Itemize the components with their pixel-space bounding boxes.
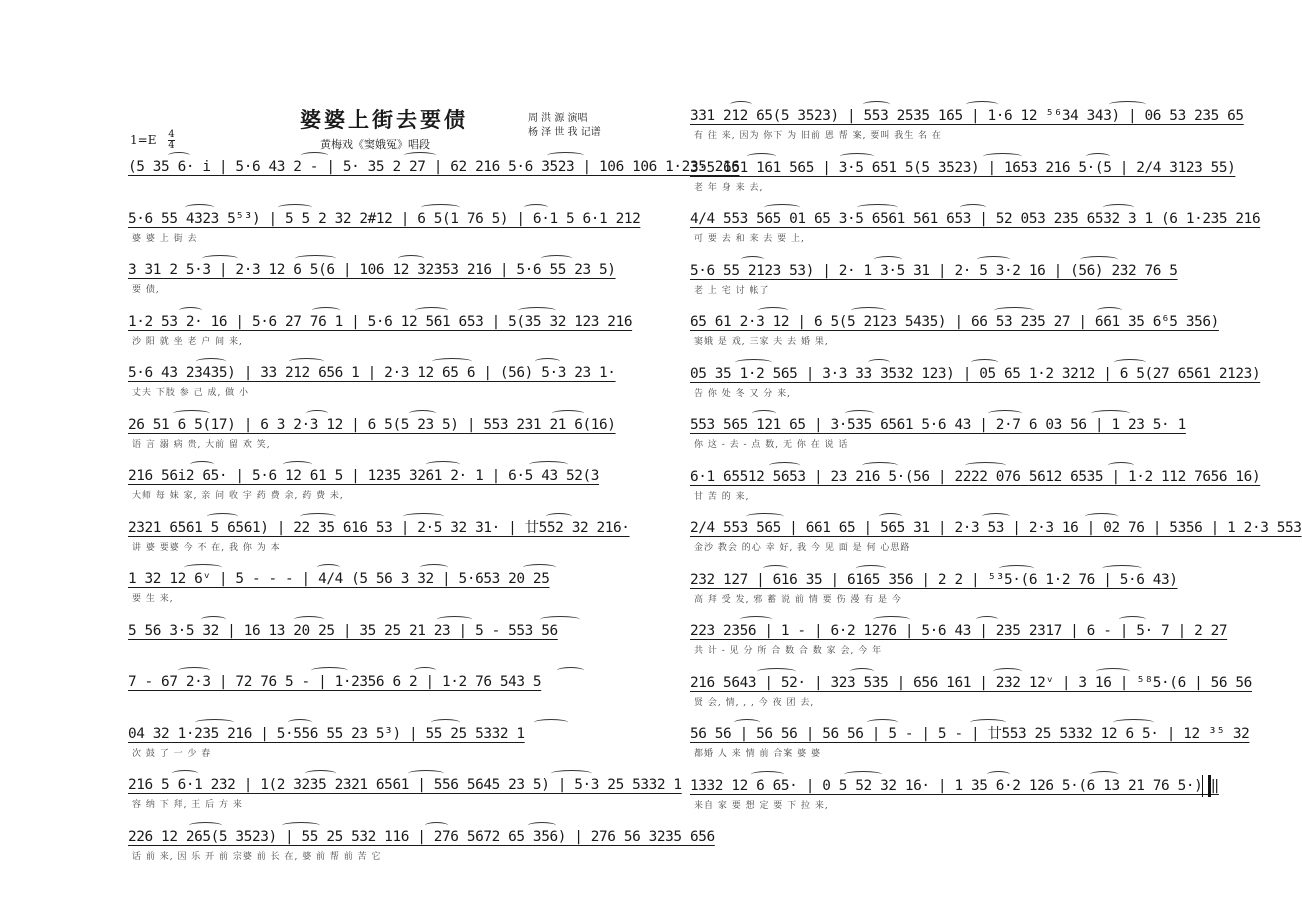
lyrics-line: 容 纳 下 拜, 王 后 方 来: [132, 800, 243, 810]
jianpu-notes: 1332 12 6 65· | 0 5 52 32 16· | 1 35 6·2 126 5·(6 13 21 76 5·) ‖: [690, 777, 1219, 794]
lyrics-line: 都婚 人 来 情 前 合案 婆 婆: [694, 749, 822, 759]
notation-row: [128, 620, 646, 660]
slur-mark: [988, 410, 1022, 417]
slur-mark: [862, 462, 898, 469]
lyrics-line: 语 言 溺 病 贵, 大前 留 欢 笑,: [132, 439, 271, 450]
slur-mark: [752, 410, 776, 417]
notation-row: [128, 826, 715, 866]
slur-mark: [196, 358, 226, 365]
lyrics-line: 共 计 - 见 分 所 合 数 合 数 家 会, 今 年: [694, 646, 883, 656]
slur-mark: [983, 153, 1022, 160]
slur-mark: [982, 513, 1010, 520]
slur-mark: [546, 513, 572, 520]
lyrics-line: 甘 苦 的 来,: [694, 491, 750, 502]
slur-mark: [970, 719, 1006, 726]
time-signature: [168, 130, 174, 151]
slur-mark: [306, 410, 328, 417]
slur-mark: [168, 152, 190, 159]
lyrics-line: 来自 家 要 想 定 要 下 拉 来,: [694, 800, 829, 811]
slur-mark: [301, 152, 328, 159]
slur-mark: [994, 307, 1034, 314]
notation-row: [690, 414, 1208, 454]
notation-row: [128, 311, 646, 351]
lyrics-line: 告 你 处 冬 又 分 来,: [694, 388, 792, 399]
slur-mark: [1080, 256, 1118, 263]
slur-mark: [730, 101, 752, 108]
slur-mark: [850, 668, 874, 675]
slur-mark: [1114, 359, 1146, 366]
final-barline: [1202, 775, 1211, 797]
slur-mark: [425, 822, 448, 829]
slur-mark: [971, 359, 998, 366]
jianpu-notes: 216 5 6·1 232 | 1(2 3235 2321 6561 | 556 5645 23 5) | 5·3 25 5332 1: [128, 777, 682, 793]
slur-mark: [529, 461, 568, 468]
slur-mark: [190, 461, 214, 468]
lyrics-line: 丈夫 下肢 参 己 成, 做 小: [132, 388, 250, 398]
slur-mark: [541, 255, 572, 262]
slur-mark: [735, 359, 772, 366]
lyrics-line: 沙 阳 就 坐 老 户 间 来,: [132, 336, 243, 347]
slur-mark: [415, 307, 448, 314]
slur-mark: [845, 410, 874, 417]
jianpu-notes: 5 56 3·5 32 | 16 13 20 25 | 35 25 21 23 | 5 - 553 56: [128, 622, 558, 639]
notation-row: [128, 671, 646, 711]
slur-mark: [856, 565, 886, 572]
lyrics-line: 高 拜 受 发, 邪 蓄 说 前 情 要 伤 漫 有 是 今: [694, 594, 902, 605]
slur-mark: [1103, 204, 1134, 211]
slur-mark: [535, 358, 560, 365]
notation-row: [690, 363, 1261, 403]
notation-row: [128, 414, 646, 454]
slur-mark: [741, 256, 764, 263]
slur-mark: [184, 564, 222, 571]
slur-mark: [294, 616, 324, 623]
slur-mark: [420, 564, 448, 571]
slur-mark: [414, 667, 436, 674]
jianpu-notes: 1 32 12 6ᵛ | 5 - - - | 4/4 (5 56 3 32 | 5·653 20 25: [128, 571, 550, 587]
credits: [528, 112, 668, 140]
jianpu-notes: 4/4 553 565 01 65 3·5 6561 561 653 | 52 053 235 6532 3 1 (6 1·235 216: [690, 211, 1261, 227]
jianpu-notes: 216 5643 | 52· | 323 535 | 656 161 | 232 12ᵛ | 3 16 | ⁵⁸5·(6 | 56 56: [690, 674, 1252, 691]
slur-mark: [398, 255, 424, 262]
jianpu-notes: 331 212 65(5 3523) | 553 2535 165 | 1·6 12 ⁵⁶34 343) | 06 53 235 65: [690, 108, 1244, 124]
slur-mark: [404, 152, 436, 159]
slur-mark: [758, 307, 788, 314]
jianpu-notes: 05 35 1·2 565 | 3·3 33 3532 123) | 05 65 1·2 3212 | 6 5(27 6561 2123): [690, 365, 1261, 382]
slur-mark: [751, 771, 784, 778]
slur-mark: [178, 667, 210, 674]
slur-mark: [764, 204, 800, 211]
jianpu-notes: 2321 6561 5 6561) | 22 35 616 53 | 2·5 32 31· | 廿552 32 216·: [128, 519, 630, 536]
lyrics-line: 婆 婆 上 街 去: [132, 233, 198, 244]
slur-mark: [1091, 410, 1130, 417]
slur-mark: [179, 307, 202, 314]
key-signature: [130, 130, 220, 151]
slur-mark: [857, 204, 898, 211]
credit-singer: 周 洪 源 演唱: [528, 113, 588, 124]
lyrics-line: [132, 695, 646, 709]
slur-mark: [300, 513, 336, 520]
slur-mark: [763, 565, 788, 572]
slur-mark: [976, 616, 998, 623]
jianpu-notes: 223 2356 | 1 - | 6·2 1276 | 5·6 43 | 235 2317 | 6 - | 5· 7 | 2 27: [690, 623, 1228, 639]
slur-mark: [993, 668, 1022, 675]
jianpu-notes: 65 61 2·3 12 | 6 5(5 2123 5435) | 66 53 235 27 | 661 35 6⁶5 356): [690, 314, 1219, 330]
lyrics-line: 老 年 身 来 去,: [694, 182, 764, 193]
jianpu-notes: 553 565 121 65 | 3·535 6561 5·6 43 | 2·7 6 03 56 | 1 23 5· 1: [690, 417, 1186, 433]
jianpu-notes: 5·6 55 4323 5⁵³) | 5 5 2 32 2#12 | 6 5(1 76 5) | 6·1 5 6·1 212: [128, 210, 641, 227]
slur-mark: [1096, 668, 1130, 675]
notation-row: [128, 517, 646, 557]
slur-mark: [278, 204, 312, 211]
slur-mark: [551, 770, 592, 777]
notation-row: [128, 208, 646, 248]
slur-mark: [408, 770, 444, 777]
slur-mark: [524, 204, 548, 211]
jianpu-notes: 3·5 651 161 565 | 3·5 651 5(5 3523) | 1653 216 5·(5 | 2/4 3123 55): [690, 159, 1236, 176]
slur-mark: [1108, 462, 1134, 469]
lyrics-line: 要 债,: [132, 285, 160, 295]
slur-mark: [403, 513, 444, 520]
slur-mark: [987, 771, 1010, 778]
slur-mark: [288, 719, 312, 726]
lyrics-line: 你 这 - 去 - 点 数, 无 你 在 说 话: [694, 440, 849, 450]
jianpu-notes: 3 31 2 5·3 | 2·3 12 6 5(6 | 106 12 32353 216 | 5·6 55 23 5): [128, 262, 616, 278]
slur-mark: [840, 153, 874, 160]
notation-row: [690, 517, 1302, 557]
notation-row: [690, 260, 1208, 300]
notation-row: [128, 774, 682, 814]
slur-mark: [552, 410, 584, 417]
slur-mark: [426, 461, 460, 468]
notation-row: [690, 466, 1261, 506]
slur-mark: [966, 101, 998, 108]
notation-row: [690, 723, 1250, 763]
lyrics-line: 可 要 去 和 来 去 要 上,: [694, 234, 805, 244]
jianpu-notes: 04 32 1·235 216 | 5·556 55 23 5³) | 55 25 5332 1: [128, 725, 525, 742]
slur-mark: [534, 719, 568, 726]
notation-row: [128, 362, 646, 402]
slur-mark: [317, 564, 340, 571]
jianpu-notes: (5 35 6· i | 5·6 43 2 - | 5· 35 2 27 | 62 216 5·6 3523 | 106 106 1·235 216: [128, 159, 740, 175]
notation-row: [690, 157, 1236, 197]
slur-mark: [295, 255, 336, 262]
slur-mark: [421, 204, 460, 211]
lyrics-line: 话 前 来, 因 乐 开 前 宗婆 前 长 在, 婆 前 帮 前 苦 它: [132, 851, 382, 862]
slur-mark: [431, 719, 460, 726]
notation-row: [690, 775, 1219, 815]
slur-mark: [844, 771, 882, 778]
slur-mark: [409, 410, 436, 417]
slur-mark: [960, 204, 986, 211]
notation-row: [690, 311, 1219, 351]
slur-mark: [201, 616, 226, 623]
slur-mark: [173, 410, 210, 417]
slur-mark: [867, 719, 898, 726]
lyrics-line: [132, 180, 646, 194]
notation-row: [690, 569, 1208, 609]
slur-mark: [740, 616, 772, 623]
slur-mark: [540, 616, 580, 623]
slur-mark: [528, 822, 556, 829]
lyrics-line: [132, 644, 646, 658]
lyrics-line: 次 鼓 了 一 少 春: [132, 748, 212, 759]
jianpu-notes: 7 - 67 2·3 | 72 76 5 - | 1·2356 6 2 | 1·2 76 543 5: [128, 674, 542, 690]
notation-row: [128, 568, 646, 608]
lyrics-line: 要 生 来,: [132, 594, 174, 604]
slur-mark: [1086, 153, 1110, 160]
slur-mark: [747, 153, 776, 160]
slur-mark: [1113, 719, 1154, 726]
slur-mark: [1119, 616, 1146, 623]
slur-mark: [282, 822, 320, 829]
lyrics-line: 老 上 宅 讨 帐了: [694, 285, 770, 296]
jianpu-notes: 5·6 55 2123 53) | 2· 1 3·5 31 | 2· 5 3·2 16 | (56) 232 76 5: [690, 262, 1178, 279]
notation-row: [690, 208, 1261, 248]
lyrics-line: 讲 婆 要婆 今 不 在, 我 你 为 本: [132, 542, 281, 553]
slur-mark: [879, 513, 902, 520]
slur-mark: [283, 461, 312, 468]
slur-mark: [195, 719, 234, 726]
slur-mark: [172, 770, 198, 777]
jianpu-notes: 2/4 553 565 | 661 65 | 565 31 | 2·3 53 | 2·3 16 | 02 76 | 5356 | 1 2·3 553: [690, 520, 1302, 536]
jianpu-notes: 5·6 43 23435) | 33 212 656 1 | 2·3 12 65 6 | (56) 5·3 23 1·: [128, 365, 616, 381]
slur-mark: [557, 667, 584, 674]
jianpu-notes: 56 56 | 56 56 | 56 56 | 5 - | 5 - | 廿553 25 5332 12 6 5· | 12 ³⁵ 32: [690, 726, 1250, 742]
slur-mark: [289, 358, 324, 365]
slur-mark: [437, 616, 472, 623]
slur-mark: [769, 462, 800, 469]
slur-mark: [746, 513, 784, 520]
slur-mark: [1097, 307, 1122, 314]
slur-mark: [312, 307, 340, 314]
slur-mark: [873, 616, 910, 623]
slur-mark: [757, 668, 796, 675]
jianpu-notes: 6·1 65512 5653 | 23 216 5·(56 | 2222 076 5612 6535 | 1·2 112 7656 16): [690, 468, 1261, 485]
slur-mark: [518, 307, 556, 314]
slur-mark: [1085, 513, 1118, 520]
jianpu-notes: 26 51 6 5(17) | 6 3 2·3 12 | 6 5(5 23 5) | 553 231 21 6(16): [128, 416, 616, 433]
lyrics-line: 金沙 教会 的心 幸 好, 我 今 见 面 是 何 心思路: [694, 543, 911, 553]
slur-mark: [1109, 101, 1146, 108]
key-label: 1=E: [130, 133, 157, 147]
lyrics-line: 贤 会, 情, , , 今 夜 团 去,: [694, 697, 815, 708]
slur-mark: [311, 667, 348, 674]
song-title: 婆婆上街去要债: [300, 107, 468, 132]
slur-mark: [965, 462, 1006, 469]
lyrics-line: 窦娥 是 戏, 三家 夫 去 婚 果,: [694, 337, 829, 347]
slur-mark: [185, 204, 214, 211]
lyrics-line: 大师 每 妹 家, 亲 问 收 宇 药 费 余, 药 费 未,: [132, 491, 344, 501]
jianpu-notes: 216 56i2 65· | 5·6 12 61 5 | 1235 3261 2· 1 | 6·5 43 52(3: [128, 468, 600, 484]
meter-numerator: 4: [168, 129, 175, 140]
slur-mark: [1090, 771, 1118, 778]
notation-row: [128, 723, 646, 763]
song-subtitle: 黄梅戏《窦娥冤》唱段: [320, 138, 430, 151]
slur-mark: [977, 256, 1010, 263]
slur-mark: [1102, 565, 1142, 572]
notation-row: [128, 465, 646, 505]
jianpu-notes: 226 12 265(5 3523) | 55 25 532 116 | 276 5672 65 356) | 276 56 3235 656: [128, 828, 715, 845]
slur-mark: [734, 719, 760, 726]
slur-mark: [189, 822, 222, 829]
slur-mark: [207, 513, 238, 520]
slur-mark: [851, 307, 886, 314]
slur-mark: [874, 256, 902, 263]
notation-row: [690, 672, 1252, 712]
slur-mark: [863, 101, 890, 108]
slur-mark: [868, 359, 890, 366]
jianpu-notes: 232 127 | 616 35 | 6165 356 | 2 2 | ⁵³5·(6 1·2 76 | 5·6 43): [690, 571, 1178, 588]
slur-mark: [547, 152, 584, 159]
lyrics-line: 有 往 来, 因为 你下 为 旧前 恩 帮 案, 要叫 我生 名 在: [694, 131, 942, 141]
slur-mark: [999, 565, 1034, 572]
notation-row: [128, 259, 646, 299]
notation-row: [690, 105, 1244, 145]
jianpu-notes: 1·2 53 2· 16 | 5·6 27 76 1 | 5·6 12 561 653 | 5(35 32 123 216: [128, 313, 633, 330]
credit-transcriber: 杨 泽 世 我 记谱: [528, 127, 601, 138]
notation-row: [690, 620, 1228, 660]
meter-denominator: 4: [168, 140, 175, 151]
slur-mark: [305, 770, 336, 777]
slur-mark: [202, 255, 238, 262]
slur-mark: [523, 564, 556, 571]
slur-mark: [432, 358, 472, 365]
